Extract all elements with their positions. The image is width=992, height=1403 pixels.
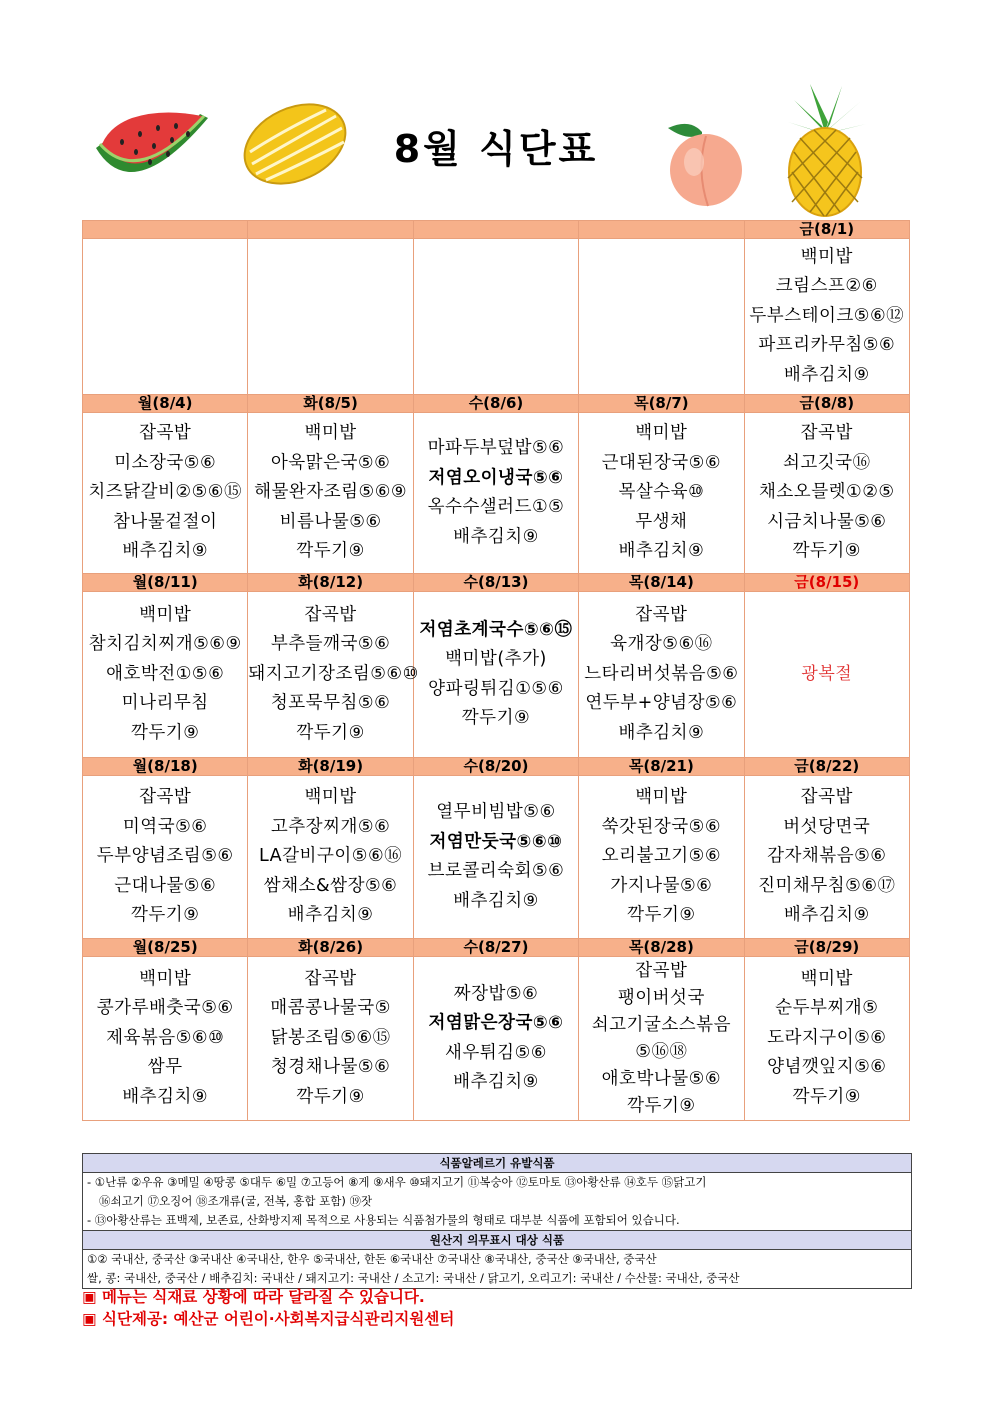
menu-cell xyxy=(579,957,744,1121)
menu-item: 잡곡밥 xyxy=(635,604,688,625)
menu-item: 배추김치⑨ xyxy=(618,722,705,743)
day-header: 월(8/11) xyxy=(83,574,248,592)
day-header: 목(8/14) xyxy=(579,574,744,592)
menu-item: 열무비빔밥⑤⑥ xyxy=(436,802,556,822)
day-header xyxy=(248,221,413,239)
menu-item: 배추김치⑨ xyxy=(453,890,539,911)
menu-item: 백미밥(추가) xyxy=(445,649,547,669)
note-provider: ▣ 식단제공: 예산군 어린이·사회복지급식관리지원센터 xyxy=(82,1310,455,1328)
menu-item: 두부스테이크⑤⑥⑫ xyxy=(749,305,905,326)
menu-cell xyxy=(413,413,578,574)
header-row-week3 xyxy=(83,574,910,592)
menu-item: 백미밥 xyxy=(800,246,853,267)
day-header: 금(8/1) xyxy=(744,221,909,239)
menu-item: 잡곡밥 xyxy=(304,604,357,625)
day-header: 목(8/21) xyxy=(579,758,744,776)
menu-item: 백미밥 xyxy=(800,968,853,989)
header-row-week4 xyxy=(83,758,910,776)
menu-row-week5 xyxy=(83,957,910,1121)
menu-item: 아욱맑은국⑤⑥ xyxy=(270,452,391,473)
day-header: 수(8/13) xyxy=(413,574,578,592)
header-row-week5 xyxy=(83,939,910,957)
menu-item: 팽이버섯국 xyxy=(617,987,705,1008)
header-row-week2 xyxy=(83,395,910,413)
menu-cell xyxy=(413,592,578,758)
menu-item-highlight: 저염맑은장국⑤⑥ xyxy=(428,1013,564,1033)
menu-item: 양념깻잎지⑤⑥ xyxy=(767,1057,887,1078)
day-header: 금(8/8) xyxy=(744,395,909,413)
menu-row-week4 xyxy=(83,776,910,939)
menu-item: 근대된장국⑤⑥ xyxy=(601,452,722,473)
menu-item: 쇠고깃국⑯ xyxy=(782,452,871,473)
menu-cell xyxy=(744,957,909,1121)
day-header: 월(8/18) xyxy=(83,758,248,776)
allergy-heading: 식품알레르기 유발식품 xyxy=(83,1154,911,1173)
menu-row-week1 xyxy=(83,239,910,395)
menu-item-highlight: 저염오이냉국⑤⑥ xyxy=(428,467,564,488)
menu-cell xyxy=(579,413,744,574)
menu-item: 돼지고기장조림⑤⑥⑩ xyxy=(248,663,419,684)
menu-item: 짜장밥⑤⑥ xyxy=(453,983,539,1004)
menu-item: 배추김치⑨ xyxy=(783,905,870,926)
menu-item: 잡곡밥 xyxy=(304,968,357,989)
menu-item: 무생채 xyxy=(635,511,688,532)
menu-item: 배추김치⑨ xyxy=(287,905,374,926)
day-header: 화(8/26) xyxy=(248,939,413,957)
day-header xyxy=(83,221,248,239)
menu-cell xyxy=(579,776,744,939)
day-header: 화(8/5) xyxy=(248,395,413,413)
menu-item: 미소장국⑤⑥ xyxy=(114,452,217,473)
menu-item: 청경채나물⑤⑥ xyxy=(270,1057,391,1078)
peach-icon xyxy=(660,118,750,208)
menu-item: 깍두기⑨ xyxy=(296,1086,365,1107)
menu-cell xyxy=(413,957,578,1121)
allergy-line: ⑯쇠고기 ⑰오징어 ⑱조개류(굴, 전복, 홍합 포함) ⑲잣 xyxy=(99,1194,373,1208)
menu-cell-holiday xyxy=(744,592,909,758)
menu-item: 배추김치⑨ xyxy=(122,1086,209,1107)
menu-item: 배추김치⑨ xyxy=(618,541,705,562)
menu-item: 고추장찌개⑤⑥ xyxy=(270,816,391,837)
menu-item: 깍두기⑨ xyxy=(296,722,365,743)
allergy-note: - ⑬아황산류는 표백제, 보존료, 산화방지제 목적으로 사용되는 식품첨가물의 형태로 대부분 식품에 포함되어 있습니다. xyxy=(87,1213,680,1227)
day-header: 금(8/29) xyxy=(744,939,909,957)
menu-item: 백미밥 xyxy=(304,423,357,444)
pineapple-icon xyxy=(780,82,870,217)
menu-item: 깍두기⑨ xyxy=(130,722,200,743)
day-header: 화(8/19) xyxy=(248,758,413,776)
menu-item: 매콤콩나물국⑤ xyxy=(270,998,391,1019)
menu-item: 깍두기⑨ xyxy=(296,541,365,562)
menu-item: 감자채볶음⑤⑥ xyxy=(767,846,887,867)
day-header: 월(8/4) xyxy=(83,395,248,413)
menu-item: 콩가루배춧국⑤⑥ xyxy=(96,998,234,1019)
menu-item: 브로콜리숙회⑤⑥ xyxy=(427,861,565,881)
day-header xyxy=(579,221,744,239)
menu-table xyxy=(82,220,910,1121)
menu-item: 배추김치⑨ xyxy=(453,1072,539,1092)
menu-item: 애호박전①⑤⑥ xyxy=(106,663,225,684)
allergy-box xyxy=(82,1153,912,1289)
menu-item: 두부양념조림⑤⑥ xyxy=(96,846,234,867)
menu-item: 백미밥 xyxy=(304,787,357,808)
day-header: 수(8/27) xyxy=(413,939,578,957)
menu-item: 쑥갓된장국⑤⑥ xyxy=(601,816,722,837)
menu-item: 해물완자조림⑤⑥⑨ xyxy=(254,482,408,503)
menu-item: 배추김치⑨ xyxy=(122,541,209,562)
menu-item: 잡곡밥 xyxy=(139,787,192,808)
menu-item: LA갈비구이⑤⑥⑯ xyxy=(259,846,403,867)
day-header: 금(8/22) xyxy=(744,758,909,776)
menu-item: 쌈무 xyxy=(147,1057,183,1078)
menu-item-highlight: 저염초계국수⑤⑥⑮ xyxy=(419,619,573,640)
menu-item: 깍두기⑨ xyxy=(461,708,531,728)
menu-item: 오리불고기⑤⑥ xyxy=(601,846,722,867)
menu-item-highlight: 저염만둣국⑤⑥⑩ xyxy=(429,831,563,852)
day-header xyxy=(413,221,578,239)
menu-item: 백미밥 xyxy=(635,423,688,444)
menu-item: 파프리카무침⑤⑥ xyxy=(758,335,896,356)
origin-line: ①② 국내산, 중국산 ③국내산 ④국내산, 한우 ⑤국내산, 한돈 ⑥국내산 ⑦국내산 ⑧국내산, 중국산 ⑨국내산, 중국산 xyxy=(87,1252,657,1266)
menu-item: 잡곡밥 xyxy=(800,787,853,808)
note-menu-change: ▣ 메뉴는 식재료 상황에 따라 달라질 수 있습니다. xyxy=(82,1288,425,1306)
menu-cell xyxy=(248,413,413,574)
menu-item: 청포묵무침⑤⑥ xyxy=(270,693,391,714)
holiday-label: 광복절 xyxy=(801,663,853,684)
menu-item: 백미밥 xyxy=(139,604,192,625)
menu-item: 깍두기⑨ xyxy=(627,1095,696,1116)
menu-item: 배추김치⑨ xyxy=(453,526,539,547)
menu-item: 제육볶음⑤⑥⑩ xyxy=(106,1027,225,1048)
menu-item: 잡곡밥 xyxy=(800,423,853,444)
menu-item: 백미밥 xyxy=(635,787,688,808)
menu-item: 미나리무침 xyxy=(121,693,209,714)
menu-cell xyxy=(744,239,909,395)
page-title: 8월 식단표 xyxy=(393,127,599,171)
menu-cell xyxy=(248,957,413,1121)
menu-item: 채소오믈렛①②⑤ xyxy=(758,482,895,503)
menu-cell xyxy=(579,239,744,395)
allergy-line: - ①난류 ②우유 ③메밀 ④땅콩 ⑤대두 ⑥밀 ⑦고등어 ⑧게 ⑨새우 ⑩돼지고기 ⑪복숭아 ⑫토마토 ⑬아황산류 ⑭호두 ⑮닭고기 xyxy=(87,1175,707,1189)
menu-item: 진미채무침⑤⑥⑰ xyxy=(758,875,896,896)
origin-line: 쌀, 콩: 국내산, 중국산 / 배추김치: 국내산 / 돼지고기: 국내산 / 소고기: 국내산 / 닭고기, 오리고기: 국내산 / 수산물: 국내산, 중국산 xyxy=(87,1271,740,1285)
menu-item: 잡곡밥 xyxy=(139,423,192,444)
menu-item: 잡곡밥 xyxy=(635,960,688,981)
menu-cell xyxy=(413,239,578,395)
menu-cell xyxy=(744,776,909,939)
day-header: 목(8/7) xyxy=(579,395,744,413)
menu-item: 근대나물⑤⑥ xyxy=(114,875,217,896)
day-header: 월(8/25) xyxy=(83,939,248,957)
menu-item: 양파링튀김①⑤⑥ xyxy=(428,678,564,699)
menu-item: 옥수수샐러드①⑤ xyxy=(427,497,565,517)
menu-item: 육개장⑤⑥⑯ xyxy=(610,634,713,655)
menu-item: 애호박나물⑤⑥ xyxy=(601,1068,722,1089)
menu-item: ⑤⑯⑱ xyxy=(635,1041,688,1062)
menu-item: 새우튀김⑤⑥ xyxy=(444,1042,547,1063)
day-header: 수(8/6) xyxy=(413,395,578,413)
footer-notes xyxy=(82,1286,454,1330)
menu-cell xyxy=(83,413,248,574)
menu-item: 깍두기⑨ xyxy=(792,1086,861,1107)
menu-item: 버섯당면국 xyxy=(783,816,871,837)
menu-item: 치즈닭갈비②⑤⑥⑮ xyxy=(88,482,242,503)
menu-item: 깍두기⑨ xyxy=(792,541,861,562)
menu-item: 부추들깨국⑤⑥ xyxy=(270,634,391,655)
menu-item: 쌈채소&쌈장⑤⑥ xyxy=(263,875,398,896)
menu-item: 가지나물⑤⑥ xyxy=(610,875,713,896)
menu-item: 연두부+양념장⑤⑥ xyxy=(585,693,738,714)
menu-cell xyxy=(744,413,909,574)
menu-item: 깍두기⑨ xyxy=(627,905,696,926)
menu-item: 비름나물⑤⑥ xyxy=(279,511,382,532)
menu-cell xyxy=(413,776,578,939)
header-row-week1 xyxy=(83,221,910,239)
day-header: 목(8/28) xyxy=(579,939,744,957)
menu-cell xyxy=(83,592,248,758)
menu-item: 배추김치⑨ xyxy=(783,364,870,385)
menu-cell xyxy=(248,239,413,395)
menu-item: 깍두기⑨ xyxy=(130,905,200,926)
menu-item: 닭봉조림⑤⑥⑮ xyxy=(270,1027,391,1048)
menu-item: 참나물겉절이 xyxy=(112,511,218,532)
menu-cell xyxy=(83,957,248,1121)
menu-cell xyxy=(579,592,744,758)
menu-item: 백미밥 xyxy=(139,968,192,989)
menu-item: 도라지구이⑤⑥ xyxy=(767,1027,887,1048)
origin-heading: 원산지 의무표시 대상 식품 xyxy=(83,1230,911,1250)
menu-cell xyxy=(248,592,419,758)
day-header: 화(8/12) xyxy=(248,574,413,592)
menu-item: 미역국⑤⑥ xyxy=(122,816,208,837)
menu-item: 순두부찌개⑤ xyxy=(775,998,879,1019)
day-header: 수(8/20) xyxy=(413,758,578,776)
menu-item: 느타리버섯볶음⑤⑥ xyxy=(584,663,739,684)
menu-item: 참치김치찌개⑤⑥⑨ xyxy=(88,634,242,655)
menu-item: 시금치나물⑤⑥ xyxy=(767,511,887,532)
menu-item: 목살수육⑩ xyxy=(618,482,705,503)
menu-cell xyxy=(83,239,248,395)
menu-row-week3 xyxy=(83,592,910,758)
menu-item: 마파두부덮밥⑤⑥ xyxy=(427,438,565,458)
menu-row-week2 xyxy=(83,413,910,574)
menu-item: 크림스프②⑥ xyxy=(775,276,878,297)
menu-item: 쇠고기굴소스볶음 xyxy=(591,1014,731,1035)
menu-cell xyxy=(83,776,248,939)
menu-cell xyxy=(248,776,413,939)
day-header-holiday: 금(8/15) xyxy=(744,574,909,592)
